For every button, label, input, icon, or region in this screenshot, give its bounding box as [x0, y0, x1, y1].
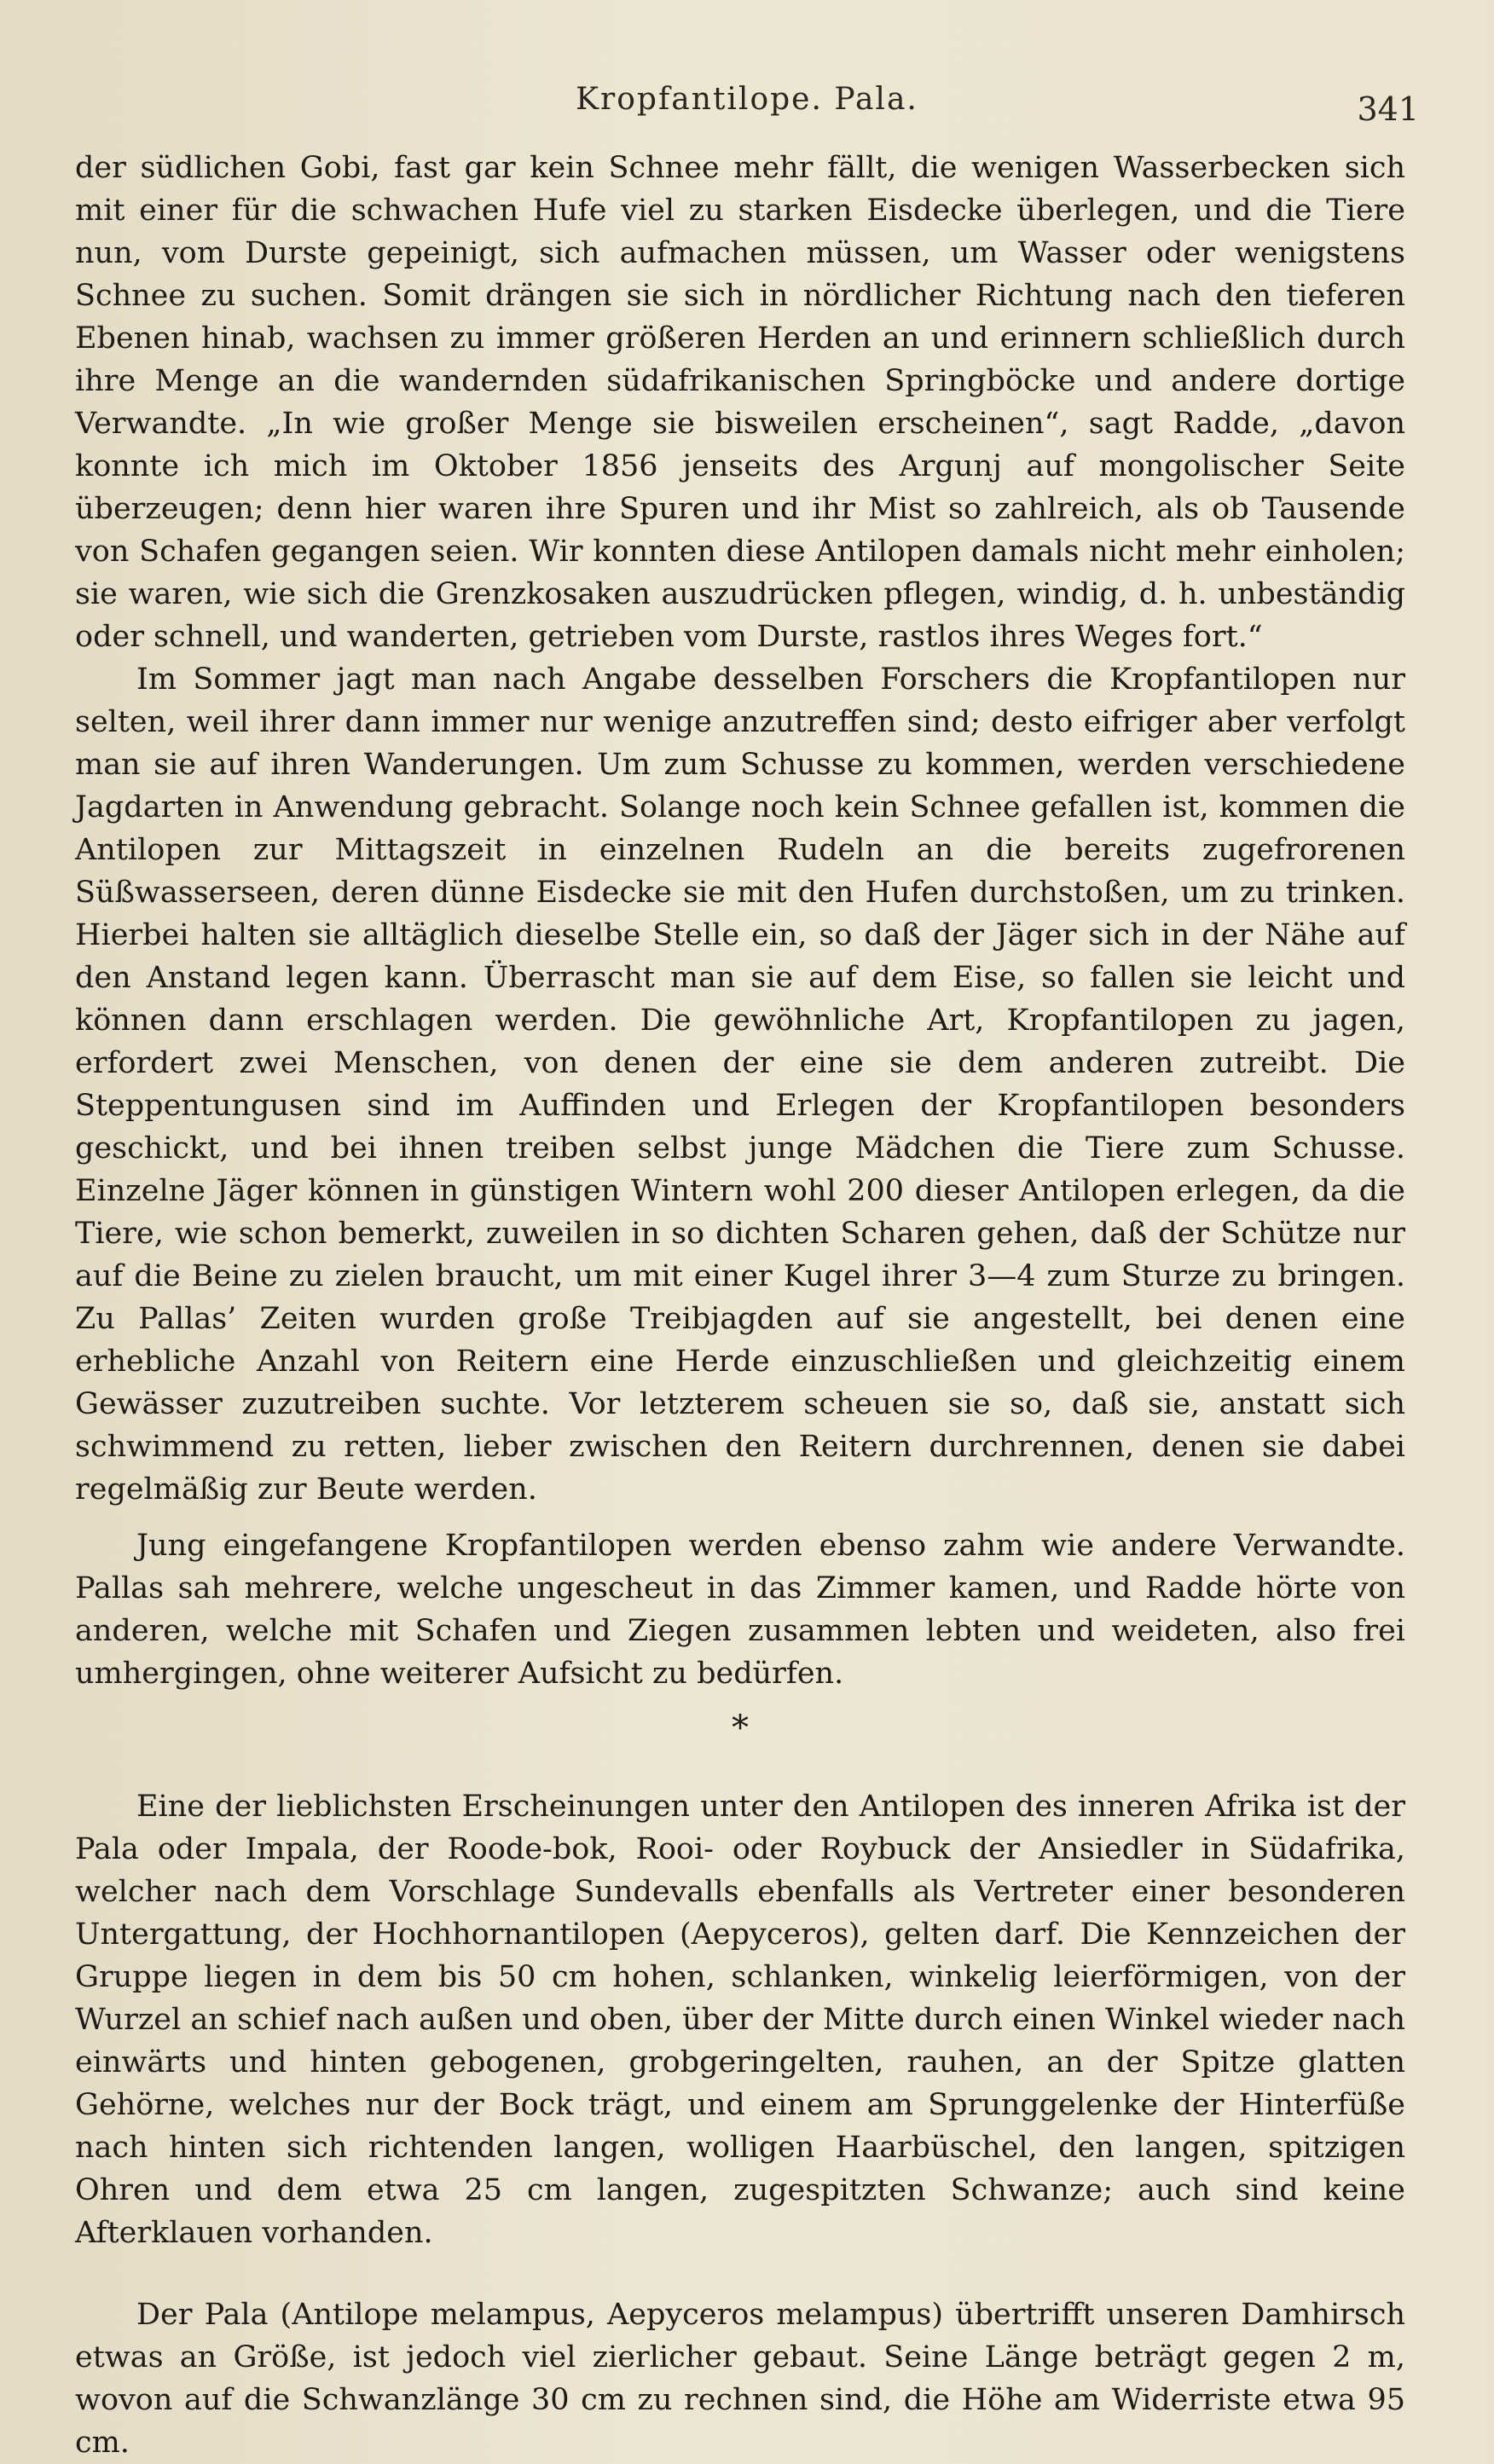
body-text — [75, 147, 1405, 2464]
paragraph-pala-size: Der Pala (Antilope melampus, Aepyceros melampus) übertrifft unseren Damhirsch etwas an Größe, ist jedoch viel zierlicher gebaut. Seine Länge beträgt gegen 2 m, wovon auf die Schwanzlänge 30 cm zu rechnen sind, die Höhe am Widerriste etwa 95 cm. — [75, 2298, 1405, 2460]
paragraph-continued: der südlichen Gobi, fast gar kein Schnee mehr fällt, die wenigen Wasserbecken sich mit einer für die schwachen Hufe viel zu starken Eisdecke überlegen, und die Tiere nun, vom Durste gepeinigt, sich aufmachen müssen, um Wasser oder wenigstens Schnee zu suchen. Somit drängen sie sich in nördlicher Richtung nach den tieferen Ebenen hinab, wachsen zu immer größeren Herden an und erinnern schließlich durch ihre Menge an die wandernden südafrikanischen Springböcke und andere dortige Verwandte. „In wie großer Menge sie bisweilen erscheinen“, sagt Radde, „davon konnte ich mich im Oktober 1856 jenseits des Argunj auf mongolischer Seite überzeugen; denn hier waren ihre Spuren und ihr Mist so zahlreich, als ob Tausende von Schafen gegangen seien. Wir konnten diese Antilopen damals nicht mehr einholen; sie waren, wie sich die Grenzkosaken auszudrücken pflegen, windig, d. h. unbeständig oder schnell, und wanderten, getrieben vom Durste, rastlos ihres Weges fort.“ — [75, 151, 1405, 654]
section-separator: * — [732, 1709, 749, 1748]
running-title: Kropfantilope. Pala. — [576, 82, 918, 117]
paragraph-hunting: Im Sommer jagt man nach Angabe desselben Forschers die Kropfantilopen nur selten, weil ihrer dann immer nur wenige anzutreffen sind; desto eifriger aber verfolgt man sie auf ihren Wanderungen. Um zum Schusse zu kommen, werden verschiedene Jagdarten in Anwendung gebracht. Solange noch kein Schnee gefallen ist, kommen die Antilopen zur Mittagszeit in einzelnen Rudeln an die bereits zugefrorenen Süßwasserseen, deren dünne Eisdecke sie mit den Hufen durchstoßen, um zu trinken. Hierbei halten sie alltäglich dieselbe Stelle ein, so daß der Jäger sich in der Nähe auf den Anstand legen kann. Überrascht man sie auf dem Eise, so fallen sie leicht und können dann erschlagen werden. Die gewöhnliche Art, Kropfantilopen zu jagen, erfordert zwei Menschen, von denen der eine sie dem anderen zutreibt. Die Steppentungusen sind im Auffinden und Erlegen der Kropfantilopen besonders geschickt, und bei ihnen treiben selbst junge Mädchen die Tiere zum Schusse. Einzelne Jäger können in günstigen Wintern wohl 200 dieser Antilopen erlegen, da die Tiere, wie schon bemerkt, zuweilen in so dichten Scharen gehen, daß der Schütze nur auf die Beine zu zielen braucht, um mit einer Kugel ihrer 3—4 zum Sturze zu bringen. Zu Pallas’ Zeiten wurden große Treibjagden auf sie angestellt, bei denen eine erhebliche Anzahl von Reitern eine Herde einzuschließen und gleichzeitig einem Gewässer zuzutreiben suchte. Vor letzterem scheuen sie so, daß sie, anstatt sich schwimmend zu retten, lieber zwischen den Reitern durchrennen, denen sie dabei regelmäßig zur Beute werden. — [75, 662, 1405, 1507]
paragraph-pala-intro: Eine der lieblichsten Erscheinungen unter den Antilopen des inneren Afrika ist der Pala oder Impala, der Roode-bok, Rooi- oder Roybuck der Ansiedler in Südafrika, welcher nach dem Vorschlage Sundevalls ebenfalls als Vertreter einer besonderen Untergattung, der Hochhornantilopen (Aepyceros), gelten darf. Die Kennzeichen der Gruppe liegen in dem bis 50 cm hohen, schlanken, winkelig leierförmigen, von der Wurzel an schief nach außen und oben, über der Mitte durch einen Winkel wieder nach einwärts und hinten gebogenen, grobgeringelten, rauhen, an der Spitze glatten Gehörne, welches nur der Bock trägt, und einem am Sprunggelenke der Hinterfüße nach hinten sich richtenden langen, wolligen Haarbüschel, den langen, spitzigen Ohren und dem etwa 25 cm langen, zugespitzten Schwanze; auch sind keine Afterklauen vorhanden. — [75, 1790, 1405, 2250]
page-header — [0, 82, 1494, 133]
page-number: 341 — [1357, 90, 1419, 128]
paragraph-tame: Jung eingefangene Kropfantilopen werden ebenso zahm wie andere Verwandte. Pallas sah mehrere, welche ungescheut in das Zimmer kamen, und Radde hörte von anderen, welche mit Schafen und Ziegen zusammen lebten und weideten, also frei umhergingen, ohne weiterer Aufsicht zu bedürfen. — [75, 1529, 1405, 1691]
